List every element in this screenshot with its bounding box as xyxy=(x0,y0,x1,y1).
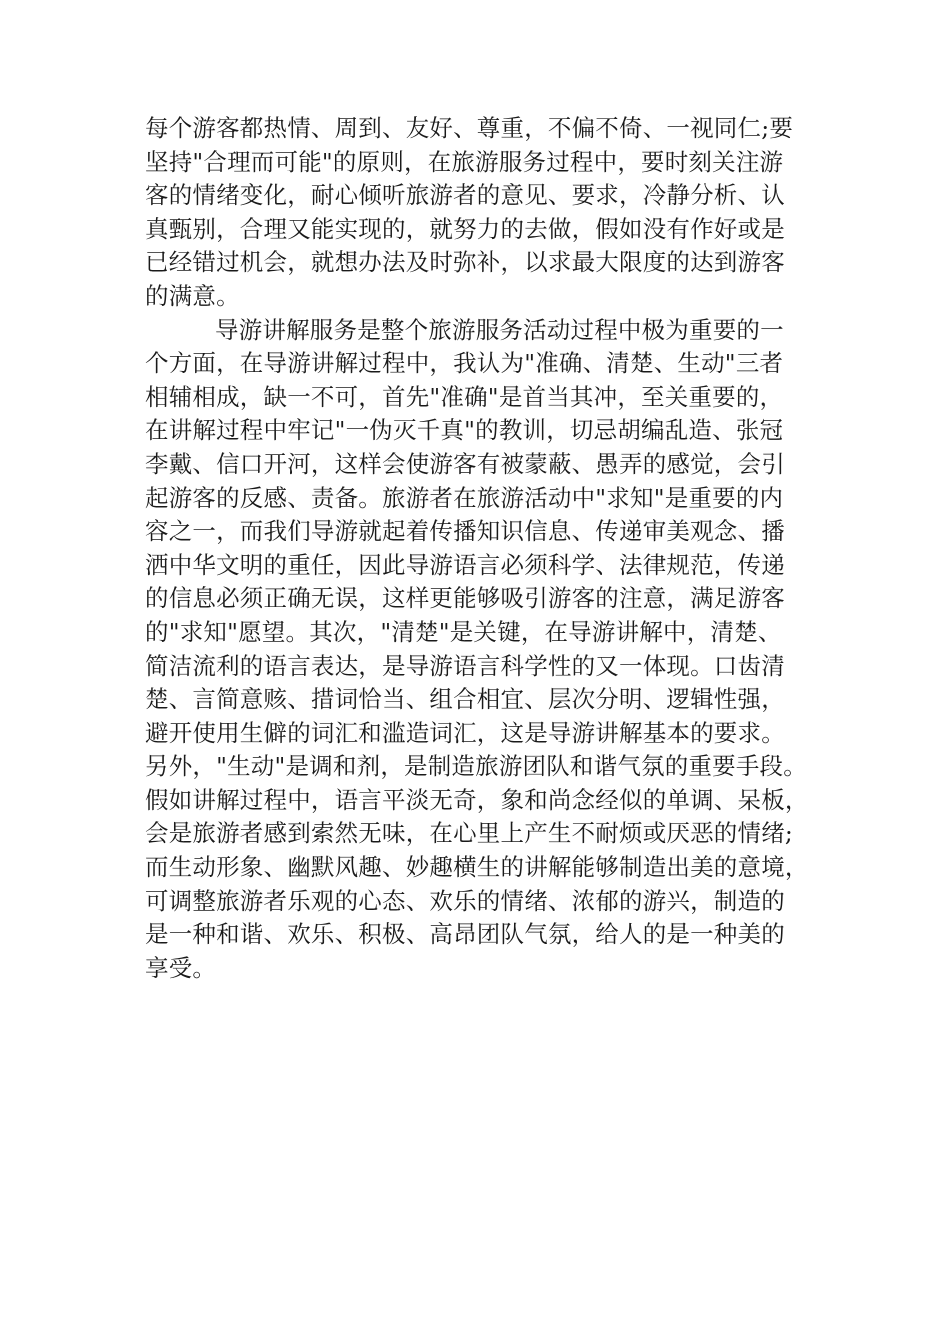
paragraph-line: 起游客的反感、责备。旅游者在旅游活动中"求知"是重要的内 xyxy=(145,483,784,512)
paragraph-line: 的"求知"愿望。其次，"清楚"是关键，在导游讲解中，清楚、 xyxy=(145,617,782,646)
paragraph-line: 是一种和谐、欢乐、积极、高昂团队气氛，给人的是一种美的 xyxy=(145,920,785,949)
paragraph-line: 可调整旅游者乐观的心态、欢乐的情绪、浓郁的游兴，制造的 xyxy=(145,886,785,915)
paragraph-line: 真甄别，合理又能实现的，就努力的去做，假如没有作好或是 xyxy=(145,214,785,243)
paragraph-line: 每个游客都热情、周到、友好、尊重，不偏不倚、一视同仁;要 xyxy=(145,114,794,142)
paragraph-line: 相辅相成，缺一不可，首先"准确"是首当其冲，至关重要的， xyxy=(145,382,784,411)
paragraph-line: 洒中华文明的重任，因此导游语言必须科学、法律规范，传递 xyxy=(145,550,785,579)
paragraph-line: 享受。 xyxy=(145,953,217,982)
paragraph-line: 李戴、信口开河，这样会使游客有被蒙蔽、愚弄的感觉，会引 xyxy=(145,449,785,478)
paragraph-line: 坚持"合理而可能"的原则，在旅游服务过程中，要时刻关注游 xyxy=(145,147,784,176)
paragraph-line: 客的情绪变化，耐心倾听旅游者的意见、要求，冷静分析、认 xyxy=(145,181,785,210)
paragraph-first-line: 导游讲解服务是整个旅游服务活动过程中极为重要的一 xyxy=(215,315,784,344)
paragraph-line: 的信息必须正确无误，这样更能够吸引游客的注意，满足游客 xyxy=(145,584,785,613)
paragraph-line: 已经错过机会，就想办法及时弥补，以求最大限度的达到游客 xyxy=(145,248,785,277)
paragraph-line: 个方面，在导游讲解过程中，我认为"准确、清楚、生动"三者 xyxy=(145,349,784,378)
paragraph-2 xyxy=(145,314,809,986)
paragraph-line: 另外，"生动"是调和剂，是制造旅游团队和谐气氛的重要手段。 xyxy=(145,752,807,781)
paragraph-line: 容之一，而我们导游就起着传播知识信息、传递审美观念、播 xyxy=(145,517,785,546)
paragraph-line: 楚、言简意赅、措词恰当、组合相宜、层次分明、逻辑性强， xyxy=(145,685,785,714)
paragraph-line: 而生动形象、幽默风趣、妙趣横生的讲解能够制造出美的意境， xyxy=(145,853,809,882)
paragraph-line: 假如讲解过程中，语言平淡无奇，象和尚念经似的单调、呆板， xyxy=(145,785,809,814)
paragraph-line: 会是旅游者感到索然无味，在心里上产生不耐烦或厌恶的情绪; xyxy=(145,819,794,848)
paragraph-line: 简洁流利的语言表达，是导游语言科学性的又一体现。口齿清 xyxy=(145,651,785,680)
paragraph-1 xyxy=(145,112,805,314)
body-text xyxy=(145,112,809,985)
paragraph-line: 在讲解过程中牢记"一伪灭千真"的教训，切忌胡编乱造、张冠 xyxy=(145,416,784,445)
paragraph-line: 避开使用生僻的词汇和滥造词汇，这是导游讲解基本的要求。 xyxy=(145,718,785,747)
paragraph-line: 的满意。 xyxy=(145,281,240,310)
